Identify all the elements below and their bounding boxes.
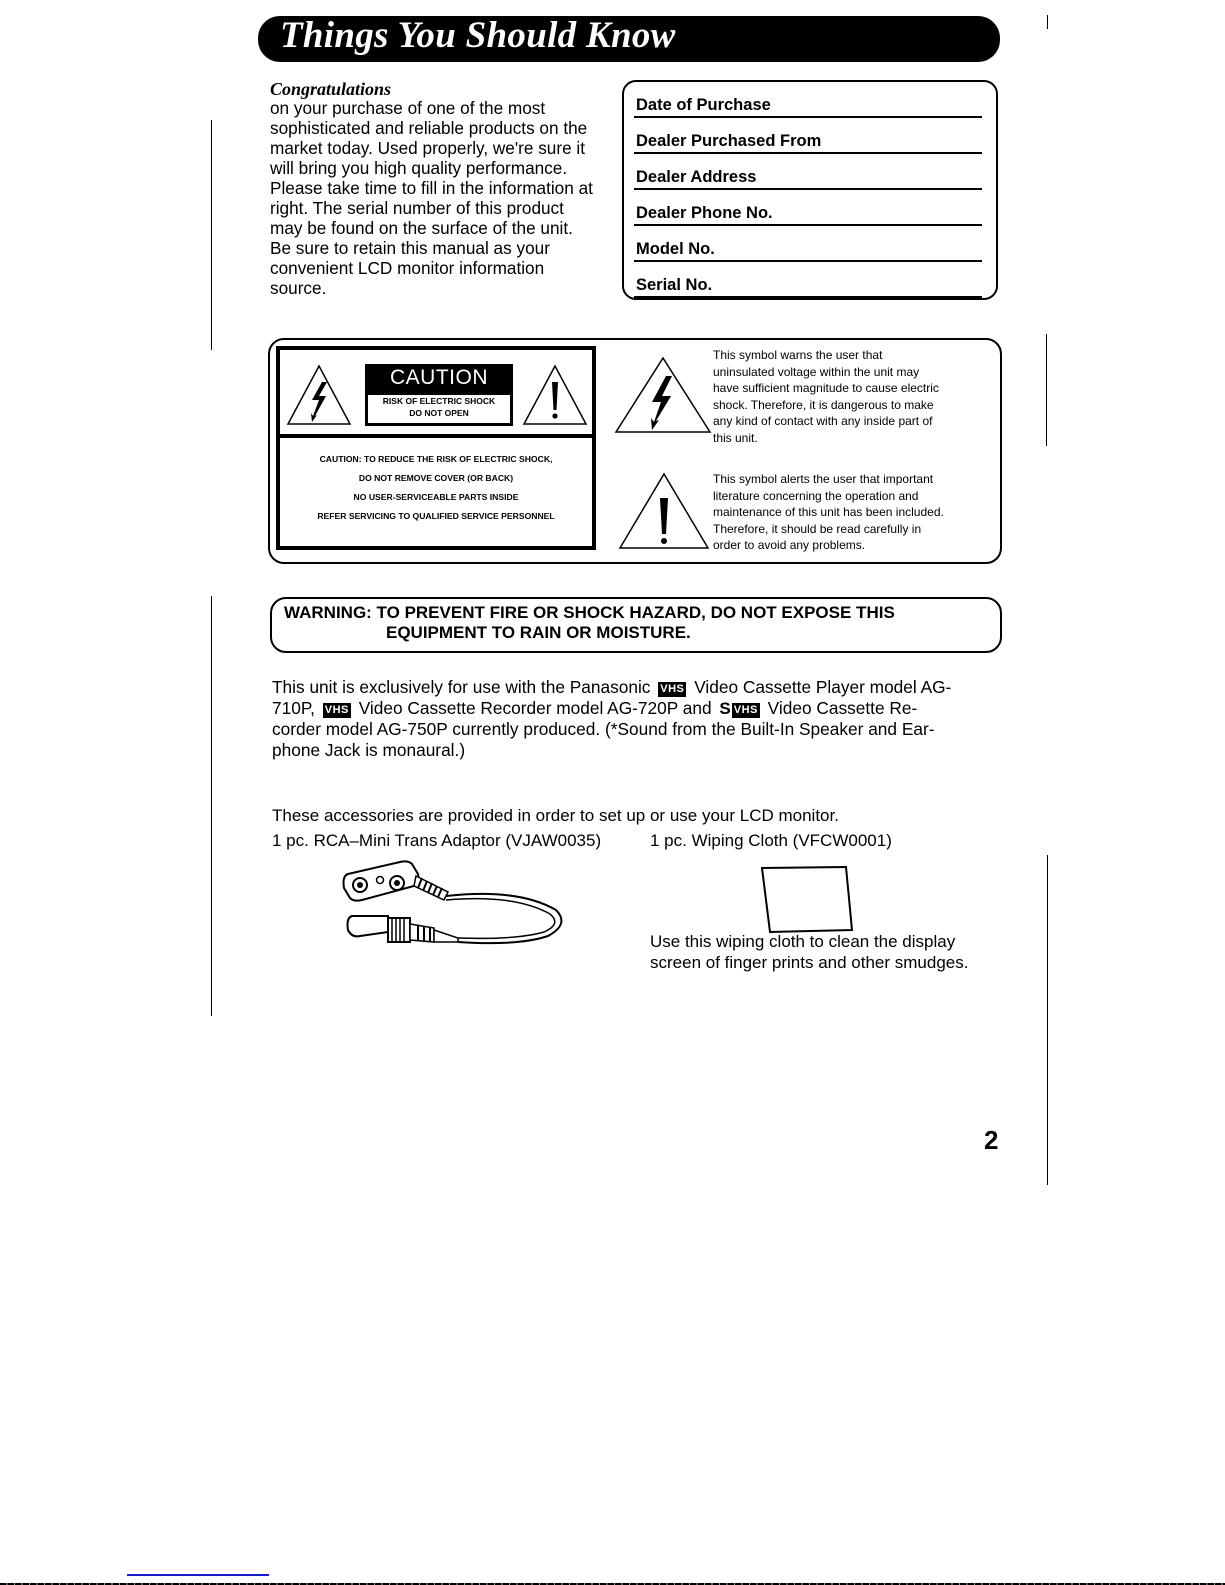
warning-text <box>284 603 895 643</box>
dealer-address-field[interactable] <box>634 154 982 190</box>
text-line: shock. Therefore, it is dangerous to make <box>713 397 934 412</box>
field-label: Dealer Purchased From <box>636 132 822 150</box>
text-line: This symbol alerts the user that important <box>713 472 934 486</box>
serial-no-field[interactable] <box>634 262 982 298</box>
text-line: any kind of contact with any inside part of <box>713 414 933 429</box>
accessory-adaptor-label: 1 pc. RCA–Mini Trans Adaptor (VJAW0035) <box>272 831 602 850</box>
compatibility-paragraph <box>272 677 1002 761</box>
field-label: Date of Purchase <box>636 96 771 114</box>
date-of-purchase-field[interactable] <box>634 82 982 118</box>
text-line: right. The serial number of this product <box>270 198 564 218</box>
congratulations-heading: Congratulations <box>270 79 392 99</box>
accessories-intro: These accessories are provided in order to set up or use your LCD monitor. <box>272 806 839 825</box>
lightning-symbol-description <box>713 347 939 447</box>
field-label: Serial No. <box>636 276 713 294</box>
congratulations-text <box>270 98 620 298</box>
text-span: This unit is exclusively for use with the Panasonic <box>272 677 651 697</box>
text-span: Video Cassette Player model AG- <box>694 677 952 697</box>
scan-edge-line <box>1046 334 1047 446</box>
dealer-purchased-from-field[interactable] <box>634 118 982 154</box>
text-line: order to avoid any problems. <box>713 538 866 553</box>
scan-edge-line <box>211 596 212 1016</box>
caution-line: CAUTION: TO REDUCE THE RISK OF ELECTRIC SHOCK, <box>319 454 553 464</box>
text-line: corder model AG-750P currently produced. (*Sound from the Built-In Speaker and Ear- <box>272 719 935 739</box>
svhs-s-logo-icon: S <box>719 699 731 718</box>
text-line: Therefore, it should be read carefully in <box>713 521 922 536</box>
warning-line: WARNING: TO PREVENT FIRE OR SHOCK HAZARD, DO NOT EXPOSE THIS <box>284 603 895 622</box>
text-line: on your purchase of one of the most <box>270 98 546 118</box>
vhs-logo-icon: VHS <box>660 683 685 695</box>
field-label: Dealer Address <box>636 168 757 186</box>
wiping-cloth-caption <box>650 931 1010 973</box>
exclamation-symbol-description <box>713 471 944 554</box>
caution-line: DO NOT REMOVE COVER (OR BACK) <box>358 473 514 483</box>
exclamation-triangle-icon <box>522 364 588 426</box>
text-span: Video Cassette Re- <box>767 698 918 718</box>
text-line <box>272 698 1002 719</box>
text-line: Please take time to fill in the information at <box>270 178 593 198</box>
page-number: 2 <box>984 1125 999 1155</box>
caution-subtitle <box>368 395 510 423</box>
scan-edge-line <box>211 120 212 350</box>
caution-line: REFER SERVICING TO QUALIFIED SERVICE PERSONNEL <box>317 511 555 521</box>
caution-line: NO USER-SERVICEABLE PARTS INSIDE <box>353 492 519 502</box>
text-line: literature concerning the operation and <box>713 488 919 503</box>
scan-edge-line <box>1047 15 1048 29</box>
text-line <box>272 677 1002 698</box>
vhs-logo-icon: VHS <box>324 704 349 716</box>
caution-divider <box>280 434 592 438</box>
text-line: Use this wiping cloth to clean the display <box>650 932 956 951</box>
text-line: maintenance of this unit has been included. <box>713 505 944 520</box>
text-line: screen of finger prints and other smudges. <box>650 953 969 972</box>
text-line: convenient LCD monitor information <box>270 258 545 278</box>
field-label: Model No. <box>636 240 715 258</box>
registration-form <box>622 80 998 300</box>
text-line: Be sure to retain this manual as your <box>270 238 550 258</box>
exclamation-triangle-icon <box>618 472 710 550</box>
footer-link-underline[interactable] <box>127 1574 269 1576</box>
scan-edge-line <box>1047 855 1048 1185</box>
caution-title-block <box>365 364 513 426</box>
text-span: 710P, <box>272 698 315 718</box>
field-label: Dealer Phone No. <box>636 204 773 222</box>
text-line: this unit. <box>713 430 758 445</box>
lightning-triangle-icon <box>614 356 712 434</box>
caution-label <box>276 346 596 550</box>
rca-adaptor-cable-icon <box>338 858 574 950</box>
lightning-triangle-icon <box>286 364 352 426</box>
wiping-cloth-icon <box>760 866 854 936</box>
text-span: Video Cassette Recorder model AG-720P and <box>358 698 712 718</box>
text-line: sophisticated and reliable products on the <box>270 118 588 138</box>
text-line: phone Jack is monaural.) <box>272 740 466 760</box>
svhs-logo-icon: VHS <box>733 704 758 716</box>
page-title: Things You Should Know <box>280 15 676 56</box>
caution-instructions <box>280 450 592 526</box>
caution-subtitle-line: RISK OF ELECTRIC SHOCK <box>382 396 496 406</box>
model-no-field[interactable] <box>634 226 982 262</box>
text-line: source. <box>270 278 327 298</box>
text-line: uninsulated voltage within the unit may <box>713 364 920 379</box>
text-line: will bring you high quality performance. <box>270 158 568 178</box>
caution-subtitle-line: DO NOT OPEN <box>409 408 469 418</box>
warning-line: EQUIPMENT TO RAIN OR MOISTURE. <box>386 623 691 642</box>
text-line: market today. Used properly, we're sure it <box>270 138 586 158</box>
dealer-phone-field[interactable] <box>634 190 982 226</box>
text-line: may be found on the surface of the unit. <box>270 218 573 238</box>
text-line: have sufficient magnitude to cause electric <box>713 381 939 396</box>
caution-title: CAUTION <box>390 366 488 389</box>
text-line: This symbol warns the user that <box>713 348 883 362</box>
accessory-cloth-label: 1 pc. Wiping Cloth (VFCW0001) <box>650 831 892 850</box>
